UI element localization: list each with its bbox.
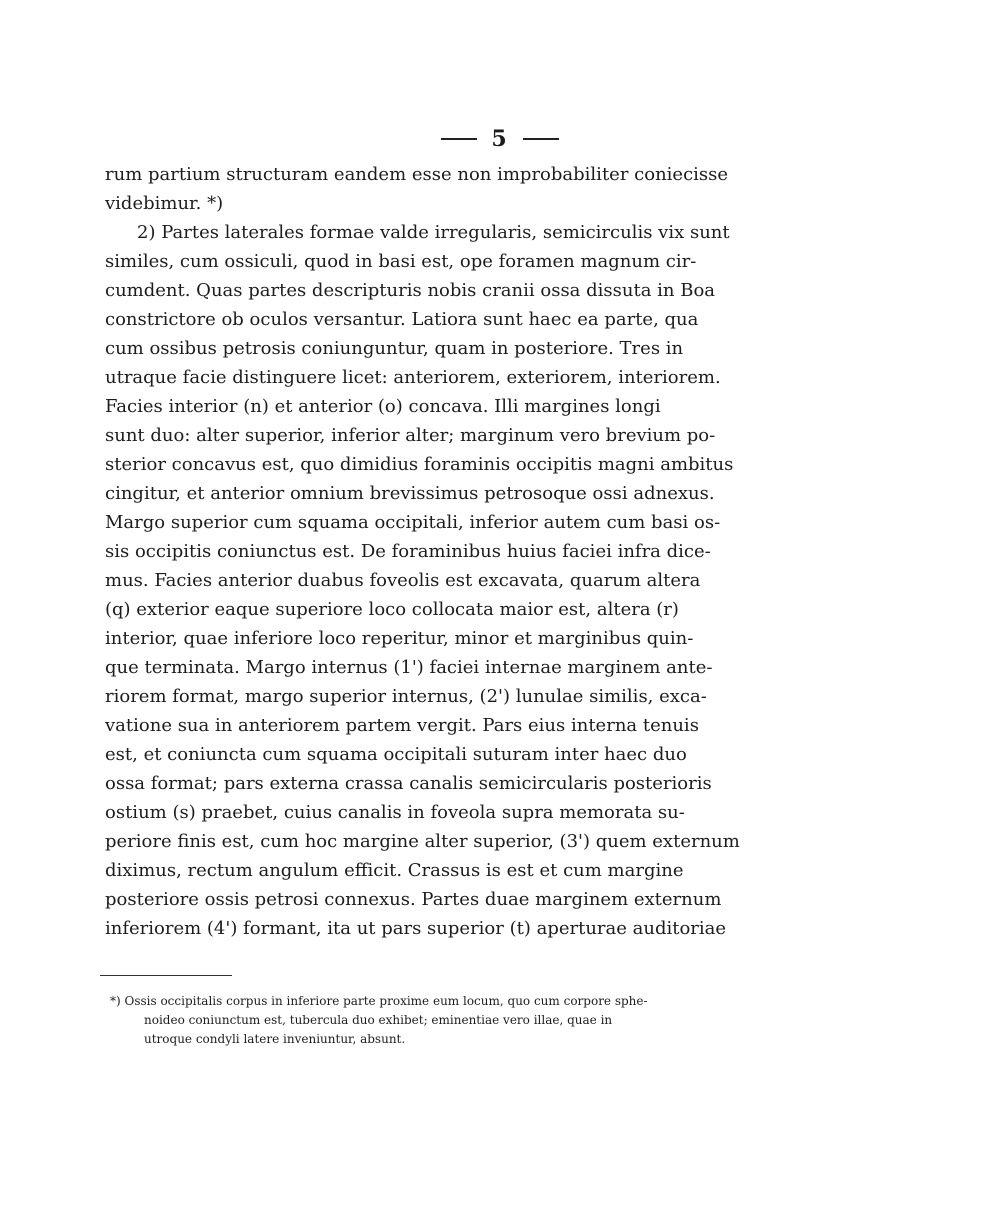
text-line: videbimur. *) [105,193,224,214]
footnote-line: utroque condyli latere inveniuntur, absunt. [144,1032,406,1046]
header-dash-right [523,138,559,140]
text-line: 2) Partes laterales formae valde irregularis, semicirculis vix sunt [137,222,730,243]
text-line: utraque facie distinguere licet: anteriorem, exteriorem, interiorem. [105,367,721,388]
footnote [110,992,760,1049]
text-line: cum ossibus petrosis coniunguntur, quam in posteriore. Tres in [105,338,684,359]
text-line: ostium (s) praebet, cuius canalis in foveola supra memorata su- [105,802,685,823]
text-line: posteriore ossis petrosi connexus. Partes duae marginem externum [105,889,722,910]
text-line: cumdent. Quas partes descripturis nobis cranii ossa dissuta in Boa [105,280,716,301]
text-line: similes, cum ossiculi, quod in basi est, ope foramen magnum cir- [105,251,697,272]
header-dash-left [441,138,477,140]
text-line: (q) exterior eaque superiore loco collocata maior est, altera (r) [105,599,679,620]
text-line: interior, quae inferiore loco reperitur, minor et marginibus quin- [105,628,694,649]
footnote-line: noideo coniunctum est, tubercula duo exhibet; eminentiae vero illae, quae in [144,1013,613,1027]
text-line: riorem format, margo superior internus, (2') lunulae similis, exca- [105,686,707,707]
text-line: rum partium structuram eandem esse non improbabiliter coniecisse [105,164,729,185]
page-header [0,124,1000,154]
text-line: sis occipitis coniunctus est. De foraminibus huius faciei infra dice- [105,541,711,562]
text-line: Margo superior cum squama occipitali, inferior autem cum basi os- [105,512,721,533]
text-line: Facies interior (n) et anterior (o) concava. Illi margines longi [105,396,661,417]
text-line: inferiorem (4') formant, ita ut pars superior (t) aperturae auditoriae [105,918,727,939]
page-number: 5 [491,126,509,152]
text-line: sterior concavus est, quo dimidius foraminis occipitis magni ambitus [105,454,734,475]
text-line: diximus, rectum angulum efficit. Crassus is est et cum margine [105,860,684,881]
footnote-line: *) Ossis occipitalis corpus in inferiore parte proxime eum locum, quo cum corpore sphe- [110,994,648,1008]
text-line: est, et coniuncta cum squama occipitali suturam inter haec duo [105,744,687,765]
text-line: que terminata. Margo internus (1') faciei internae marginem ante- [105,657,713,678]
text-line: constrictore ob oculos versantur. Latiora sunt haec ea parte, qua [105,309,699,330]
text-line: cingitur, et anterior omnium brevissimus petrosoque ossi adnexus. [105,483,715,504]
text-line: periore finis est, cum hoc margine alter superior, (3') quem externum [105,831,740,852]
body-text [105,160,755,943]
text-line: sunt duo: alter superior, inferior alter; marginum vero brevium po- [105,425,716,446]
text-line: mus. Facies anterior duabus foveolis est excavata, quarum altera [105,570,701,591]
text-line: ossa format; pars externa crassa canalis semicircularis posterioris [105,773,712,794]
footnote-rule [100,975,232,976]
text-line: vatione sua in anteriorem partem vergit. Pars eius interna tenuis [105,715,699,736]
